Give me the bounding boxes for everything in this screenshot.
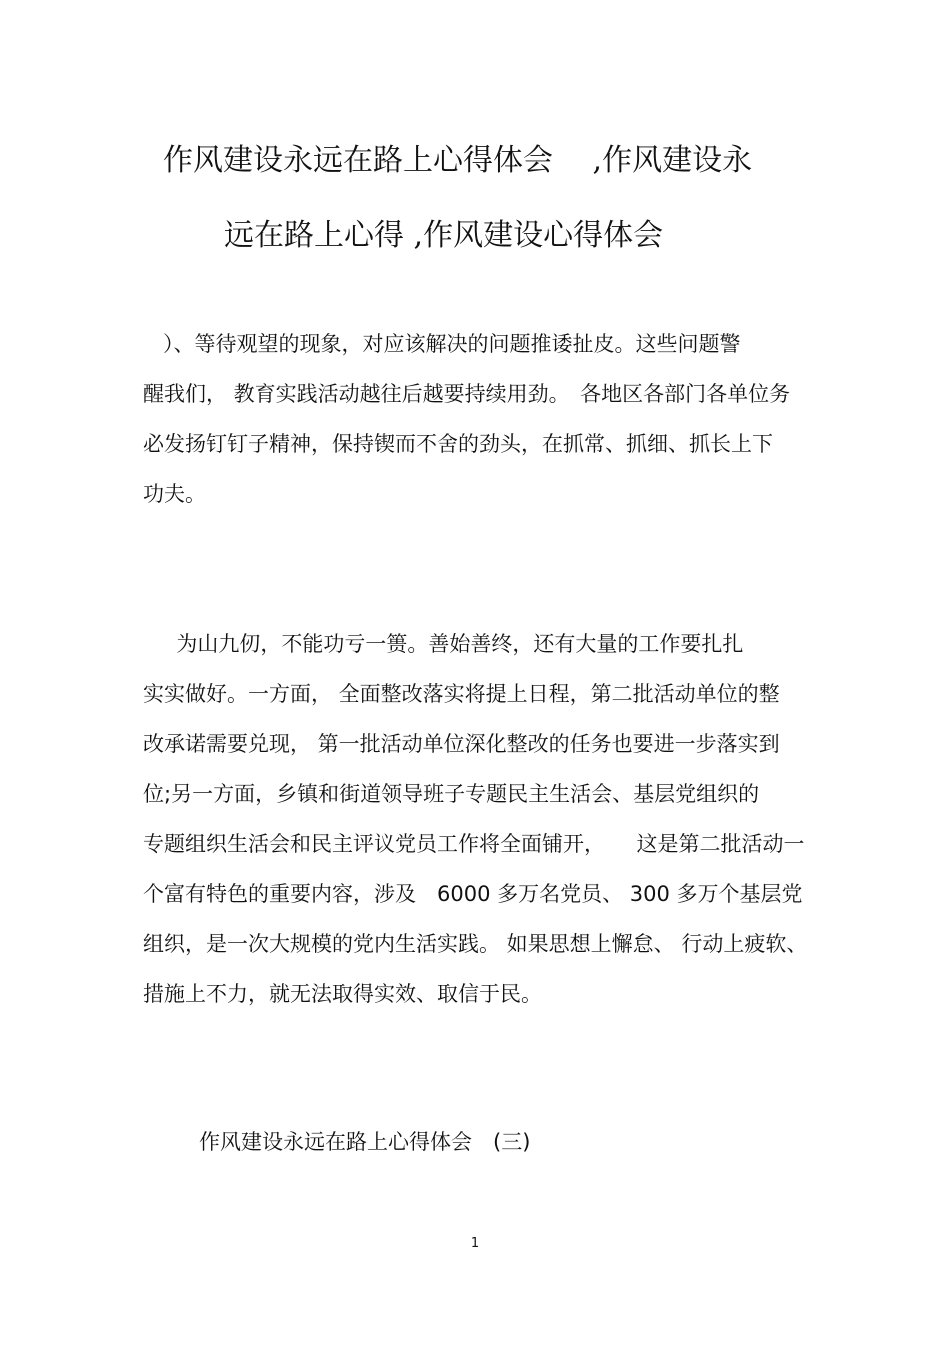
paragraph-2-line-8: 措施上不力，就无法取得实效、取信于民。 (143, 982, 542, 1006)
paragraph-1-line-1: ）、等待观望的现象，对应该解决的问题推诿扯皮。这些问题警 (143, 332, 741, 356)
paragraph-2-line-6: 个富有特色的重要内容，涉及 6000 多万名党员、 300 多万个基层党 (143, 882, 803, 906)
paragraph-2-line-7: 组织，是一次大规模的党内生活实践。 如果思想上懈怠、 行动上疲软、 (143, 932, 808, 956)
paragraph-1-line-4: 功夫。 (143, 482, 206, 506)
paragraph-1-line-2: 醒我们， 教育实践活动越往后越要持续用劲。 各地区各部门各单位务 (143, 382, 791, 406)
document-title-line-2: 远在路上心得 ,作风建设心得体会 (224, 218, 664, 253)
paragraph-2-line-2: 实实做好。一方面， 全面整改落实将提上日程，第二批活动单位的整 (143, 682, 780, 706)
document-title-line-1: 作风建设永远在路上心得体会 ,作风建设永 (163, 143, 753, 178)
paragraph-2-line-3: 改承诺需要兑现， 第一批活动单位深化整改的任务也要进一步落实到 (143, 732, 780, 756)
paragraph-1-line-3: 必发扬钉钉子精神，保持锲而不舍的劲头，在抓常、抓细、抓长上下 (143, 432, 773, 456)
paragraph-2-line-1: 为山九仞，不能功亏一篑。善始善终，还有大量的工作要扎扎 (143, 632, 744, 656)
page-number: 1 (470, 1236, 480, 1251)
section-heading: 作风建设永远在路上心得体会 (三) (199, 1130, 531, 1154)
paragraph-2-line-4: 位;另一方面，乡镇和街道领导班子专题民主生活会、基层党组织的 (143, 782, 760, 806)
paragraph-2-line-5: 专题组织生活会和民主评议党员工作将全面铺开， 这是第二批活动一 (143, 832, 805, 856)
